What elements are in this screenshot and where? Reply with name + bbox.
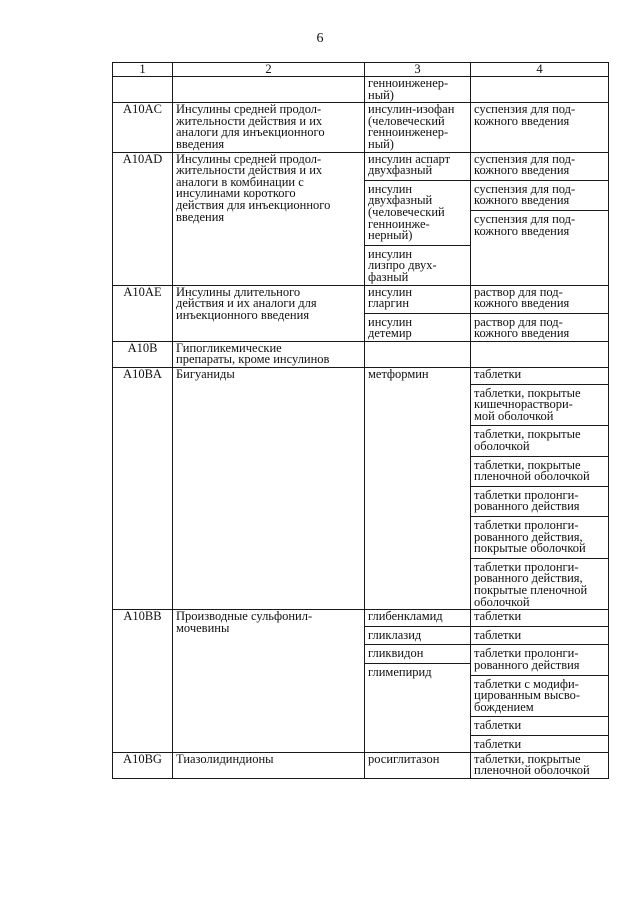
dosage-form-line: таблетки [474, 718, 522, 733]
drug-name-line: инсулин [368, 284, 413, 299]
dosage-form [474, 104, 605, 127]
table-row [113, 752, 609, 778]
dosage-form-line: оболочкой [474, 439, 530, 454]
drug-name-line: гликвидон [368, 646, 424, 661]
group-name-line: Инсулины средней продол- [176, 102, 322, 117]
atc-code-cell: A10AE [113, 285, 173, 341]
dosage-form-line: раствор для под- [474, 314, 563, 329]
drug-forms [471, 716, 608, 732]
table-header-row [113, 63, 609, 77]
drug-table [112, 62, 609, 779]
group-name-cell [173, 752, 365, 778]
drug-name-line: гларгин [368, 296, 410, 311]
dosage-form [474, 151, 605, 178]
dosage-form [474, 369, 605, 381]
group-name-line: Инсулины длительного [176, 284, 301, 299]
dosage-form-line: таблетки [474, 627, 522, 642]
drug-name-cell [365, 752, 471, 778]
dosage-form-line: суспензия для под- [474, 151, 576, 166]
dosage-form-line: таблетки пролонги- [474, 518, 579, 532]
dosage-form-line: таблетки пролонги- [474, 559, 579, 574]
dosage-form-line: таблетки, покрытые [474, 427, 581, 442]
group-name-line: Гипогликемические [176, 340, 282, 355]
drug-item [365, 626, 470, 642]
drug-name-line: росиглитазон [368, 751, 440, 766]
drug-forms [471, 313, 608, 340]
dosage-form [471, 456, 608, 483]
dosage-form [471, 558, 608, 608]
group-name-cell [173, 610, 365, 752]
dosage-form-line: кожного введения [474, 326, 570, 341]
atc-code-cell: A10B [113, 341, 173, 367]
dosage-form-cell [471, 285, 609, 341]
atc-code-cell: A10AD [113, 152, 173, 285]
drug-item [368, 611, 467, 623]
drug-name-line: лизпро двух- [368, 258, 437, 273]
table-row [113, 77, 609, 103]
dosage-form [471, 644, 608, 671]
dosage-form-line: кожного введения [474, 193, 570, 208]
drug-name-line: генноинженер- [368, 125, 449, 140]
dosage-form-line: кожного введения [474, 113, 570, 128]
dosage-form-cell [471, 103, 609, 152]
dosage-form-line: рованного действия [474, 657, 580, 672]
drug-item [365, 663, 470, 679]
dosage-form [471, 675, 608, 714]
dosage-form-cell [471, 752, 609, 778]
table-row [113, 341, 609, 367]
dosage-form-line: таблетки с модифи- [474, 676, 579, 691]
atc-code-cell: A10BA [113, 368, 173, 610]
dosage-form [474, 181, 605, 208]
dosage-form-line: мой оболочкой [474, 408, 554, 423]
page-number: 6 [316, 31, 324, 46]
dosage-form-line: таблетки [474, 609, 522, 624]
drug-name-line: глибенкламид [368, 609, 443, 624]
drug-name-line: инсулин [368, 314, 413, 329]
drug-item [368, 104, 467, 150]
drug-name-cell [365, 368, 471, 610]
drug-item [368, 151, 467, 178]
group-name-cell [173, 103, 365, 152]
drug-name-line: генноинже- [368, 216, 430, 231]
drug-name-line: (человеческий [368, 204, 445, 219]
dosage-form-cell [471, 77, 609, 103]
group-name-line: действия и их аналоги для [176, 296, 317, 311]
drug-item [368, 751, 467, 766]
drug-item [365, 313, 470, 340]
group-name-line: аналоги для инъекционного [176, 125, 325, 140]
drug-item [365, 180, 470, 242]
group-name-line: введения [176, 136, 225, 151]
dosage-form-line: суспензия для под- [474, 211, 576, 226]
dosage-form-line: кожного введения [474, 223, 570, 238]
drug-name-line: детемир [368, 326, 412, 341]
drug-forms [474, 104, 605, 127]
drug-item [368, 284, 467, 311]
dosage-form-line: кожного введения [474, 163, 570, 178]
dosage-form [474, 611, 605, 623]
dosage-form [474, 720, 605, 732]
group-name-line: инъекционного введения [176, 307, 310, 322]
group-name-line: Тиазолидиндионы [176, 751, 274, 766]
drug-name-line: глимепирид [368, 664, 432, 679]
dosage-form [471, 384, 608, 423]
drug-name-line: инсулин аспарт [368, 151, 451, 166]
drug-name-line: генноинженер- [368, 76, 449, 90]
group-name-line: Производные сульфонил- [176, 609, 313, 624]
group-name-cell [173, 341, 365, 367]
group-name-cell [173, 368, 365, 610]
drug-name-line: фазный [368, 269, 409, 284]
dosage-form-line: таблетки пролонги- [474, 487, 579, 502]
group-name-line: аналоги в комбинации с [176, 174, 304, 189]
group-name-line: мочевины [176, 620, 230, 635]
drug-name-line: нерный) [368, 228, 413, 243]
dosage-form-cell [471, 341, 609, 367]
atc-code-cell: A10BB [113, 610, 173, 752]
group-name-line: введения [176, 209, 225, 224]
table-row [113, 285, 609, 341]
header-col-2: 2 [173, 63, 365, 77]
dosage-form-line: таблетки, покрытые [474, 751, 581, 766]
drug-forms [474, 751, 605, 778]
drug-name-cell [365, 77, 471, 103]
dosage-form-line: рованного действия, [474, 529, 583, 544]
table-row [113, 610, 609, 752]
group-name-line: препараты, кроме инсулинов [176, 352, 330, 367]
dosage-form [471, 486, 608, 513]
drug-name-cell [365, 152, 471, 285]
group-name-line: жительности действия и их [176, 113, 323, 128]
table-row [113, 103, 609, 152]
drug-forms [474, 611, 605, 623]
dosage-form-cell [471, 368, 609, 610]
dosage-form-line: таблетки, покрытые [474, 457, 581, 472]
dosage-form [471, 425, 608, 452]
drug-forms [471, 210, 608, 237]
dosage-form-line: таблетки пролонги- [474, 646, 579, 661]
drug-name-line: метформин [368, 367, 429, 382]
dosage-form-line: рованного действия, [474, 571, 583, 586]
atc-code-cell: A10AC [113, 103, 173, 152]
drug-forms [474, 151, 605, 178]
drug-name-line: двухфазный [368, 163, 433, 178]
dosage-form-line: кожного введения [474, 296, 570, 311]
dosage-form-line: таблетки, покрытые [474, 385, 581, 400]
atc-code-cell: A10BG [113, 752, 173, 778]
dosage-form-line: раствор для под- [474, 284, 563, 299]
dosage-form-cell [471, 152, 609, 285]
dosage-form-cell [471, 610, 609, 752]
drug-name-cell [365, 610, 471, 752]
drug-item [368, 369, 467, 381]
drug-name-line: инсулин [368, 181, 413, 196]
dosage-form-line: покрытые оболочкой [474, 541, 586, 556]
drug-item [365, 644, 470, 660]
dosage-form [471, 516, 608, 555]
drug-name-line: (человеческий [368, 113, 445, 128]
dosage-form [474, 314, 605, 341]
dosage-form-line: рованного действия [474, 499, 580, 514]
group-name-line: инсулинами короткого [176, 186, 296, 201]
drug-name-cell [365, 285, 471, 341]
dosage-form-line: суспензия для под- [474, 102, 576, 117]
drug-name-line: ный) [368, 136, 394, 151]
dosage-form [474, 751, 605, 778]
table-body [113, 63, 609, 779]
drug-forms [474, 369, 605, 608]
drug-forms [471, 626, 608, 714]
drug-forms [471, 180, 608, 207]
table-row [113, 152, 609, 285]
group-name-cell [173, 77, 365, 103]
header-col-3: 3 [365, 63, 471, 77]
group-name-line: жительности действия и их [176, 163, 323, 178]
dosage-form-line: бождением [474, 699, 534, 714]
table-row [113, 368, 609, 610]
drug-name-cell [365, 103, 471, 152]
drug-item [365, 245, 470, 284]
drug-name-line: инсулин-изофан [368, 102, 455, 117]
group-name-line: Инсулины средней продол- [176, 151, 322, 166]
group-name-line: действия для инъекционного [176, 197, 331, 212]
drug-forms [471, 735, 608, 751]
drug-name-cell [365, 341, 471, 367]
dosage-form-line: кишечнораствори- [474, 397, 573, 412]
group-name-cell [173, 152, 365, 285]
header-col-1: 1 [113, 63, 173, 77]
atc-code-cell [113, 77, 173, 103]
group-name-cell [173, 285, 365, 341]
dosage-form-line: таблетки [474, 367, 522, 382]
dosage-form [474, 284, 605, 311]
dosage-form-line: пленочной оболочкой [474, 469, 590, 484]
group-name-line: Бигуаниды [176, 367, 235, 382]
dosage-form [474, 627, 605, 642]
drug-forms [474, 284, 605, 311]
dosage-form-line: пленочной оболочкой [474, 763, 590, 778]
drug-name-line: двухфазный [368, 193, 433, 208]
drug-name-line: ный) [368, 87, 394, 102]
drug-name-line: инсулин [368, 246, 413, 261]
dosage-form-line: цированным высво- [474, 688, 581, 703]
dosage-form-line: оболочкой [474, 594, 530, 609]
header-col-4: 4 [471, 63, 609, 77]
dosage-form-line: таблетки [474, 736, 522, 751]
dosage-form [474, 736, 605, 751]
dosage-form [474, 211, 605, 238]
drug-name-line: гликлазид [368, 627, 422, 642]
dosage-form-line: покрытые пленочной [474, 582, 588, 597]
drug-item [368, 78, 467, 101]
dosage-form-line: суспензия для под- [474, 181, 576, 196]
